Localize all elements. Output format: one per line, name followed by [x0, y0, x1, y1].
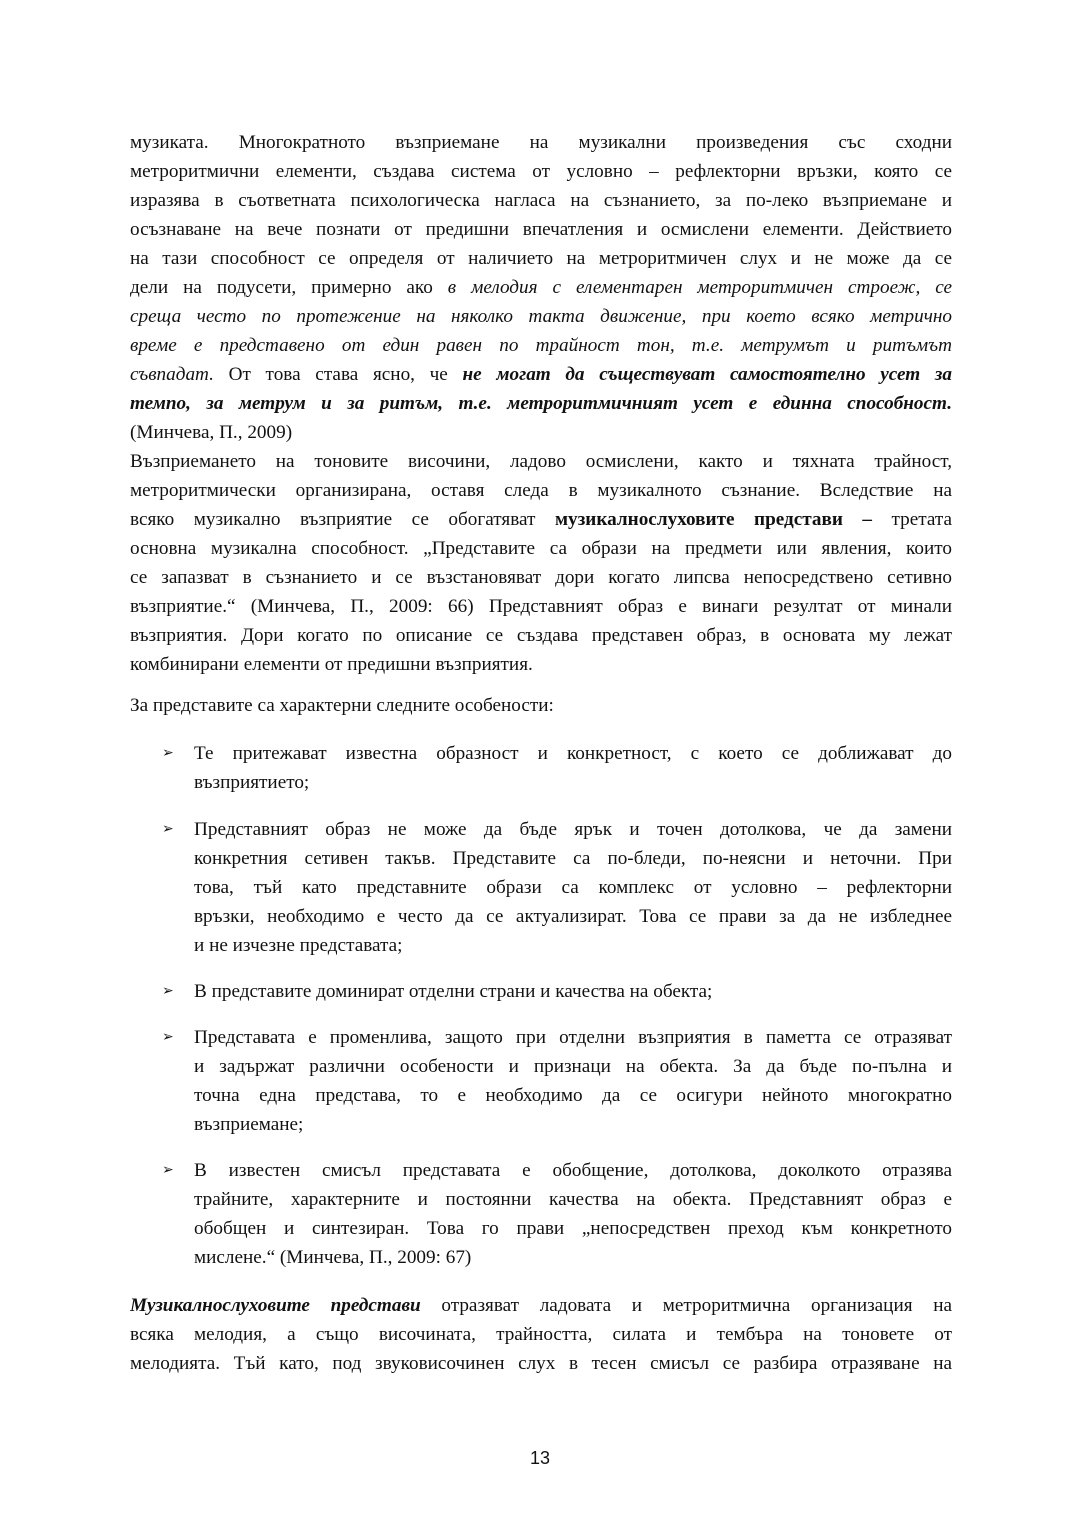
- text-line: метроритмични елементи, създава система от условно – рефлекторни връзки, която се: [130, 161, 952, 182]
- text-line: комбинирани елементи от предишни възприятия.: [130, 654, 533, 675]
- bold-term: музикалнослуховите представи –: [554, 509, 872, 530]
- text-line: и не изчезне представата;: [194, 935, 403, 956]
- text-line: Те притежават известна образност и конкретност, с което се доближават до: [194, 743, 952, 764]
- text-line: връзки, необходимо е често да се актуализират. Това се прави за да не избледнее: [194, 906, 952, 927]
- text-line: всяка мелодия, а също височината, трайността, силата и тембъра на тоновете от: [130, 1324, 952, 1345]
- text-line: Представата е променлива, защото при отделни възприятия в паметта се отразяват: [194, 1027, 952, 1048]
- text-line: [130, 273, 952, 302]
- paragraph-representations: [130, 447, 952, 679]
- text-run: дели на подусети, примерно ако: [130, 277, 448, 298]
- text-line: обобщен и синтезиран. Това го прави „непосредствен преход към конкретното: [194, 1218, 952, 1239]
- text-line: метроритмически организирана, оставя следа в музикалното съзнание. Вследствие на: [130, 480, 952, 501]
- italic-quote: време е представено от един равен по трайност тон, т.е. метрумът и ритъмът: [130, 335, 952, 356]
- italic-quote: съвпадат.: [130, 364, 214, 385]
- text-line: [130, 505, 952, 534]
- text-line: За представите са характерни следните особености:: [130, 695, 554, 716]
- text-line: В известен смисъл представата е обобщение, дотолкова, доколкото отразява: [194, 1160, 952, 1181]
- bullet-arrow-icon: ➢: [162, 983, 174, 999]
- text-run: третата: [872, 509, 952, 530]
- text-run: От това става ясно, че: [213, 364, 463, 385]
- bullet-arrow-icon: ➢: [162, 1162, 174, 1178]
- bullet-arrow-icon: ➢: [162, 1029, 174, 1045]
- text-line: точна една представа, то е необходимо да се осигури нейното многократно: [194, 1085, 952, 1106]
- list-item: [194, 977, 952, 1006]
- text-line: конкретния сетивен такъв. Представите са по-бледи, по-неясни и неточни. При: [194, 848, 952, 869]
- list-item: [194, 1023, 952, 1139]
- text-line: възприятие.“ (Минчева, П., 2009: 66) Представният образ е винаги резултат от минали: [130, 596, 952, 617]
- text-line: се запазват в съзнанието и се възстановяват дори когато липсва непосредствено сетивно: [130, 567, 952, 588]
- text-line: [130, 360, 952, 389]
- paragraph-auditory-representations: [130, 1291, 952, 1378]
- text-line: трайните, характерните и постоянни качества на обекта. Представният образ е: [194, 1189, 952, 1210]
- text-line: това, тъй като представните образи са комплекс от условно – рефлекторни: [194, 877, 952, 898]
- italic-quote: в мелодия с елементарен метроритмичен строеж, се: [447, 277, 952, 298]
- text-line: възприемане;: [194, 1114, 304, 1135]
- text-line: мислене.“ (Минчева, П., 2009: 67): [194, 1247, 472, 1268]
- bold-italic-emphasis: темпо, за метрум и за ритъм, т.е. метроритмичният усет е единна способност.: [130, 393, 952, 414]
- text-line: музиката. Многократното възприемане на музикални произведения със сходни: [130, 132, 952, 153]
- list-item: [194, 815, 952, 960]
- text-line: [130, 389, 952, 418]
- text-line: и задържат различни особености и признаци на обекта. За да бъде по-пълна и: [194, 1056, 952, 1077]
- text-line: Представният образ не може да бъде ярък и точен дотолкова, че да замени: [194, 819, 952, 840]
- text-line: възприятия. Дори когато по описание се създава представен образ, в основата му лежат: [130, 625, 952, 646]
- text-line: на тази способност се определя от наличието на метроритмичен слух и не може да се: [130, 248, 952, 269]
- citation: (Минчева, П., 2009): [130, 422, 293, 443]
- bullet-arrow-icon: ➢: [162, 821, 174, 837]
- bold-italic-emphasis: не могат да съществуват самостоятелно усет за: [462, 364, 952, 385]
- text-line: [130, 331, 952, 360]
- list-item: [194, 739, 952, 797]
- bold-italic-term: Музикалнослуховите представи: [130, 1295, 421, 1316]
- text-line: Възприемането на тоновите височини, ладово осмислени, както и тяхната трайност,: [130, 451, 952, 472]
- text-line: възприятието;: [194, 772, 310, 793]
- text-line: [130, 1291, 952, 1320]
- text-line: [130, 302, 952, 331]
- text-run: всяко музикално възприятие се обогатяват: [130, 509, 555, 530]
- list-intro: [130, 691, 952, 720]
- list-item: [194, 1156, 952, 1272]
- text-line: основна музикална способност. „Представите са образи на предмети или явления, които: [130, 538, 952, 559]
- page-number: 13: [529, 1448, 551, 1468]
- text-run: отразяват ладовата и метроритмична организация на: [420, 1295, 952, 1316]
- text-line: мелодията. Тъй като, под звуковисочинен слух в тесен смисъл се разбира отразяване на: [130, 1353, 952, 1374]
- italic-quote: среща често по протежение на няколко такта движение, при което всяко метрично: [130, 306, 952, 327]
- text-line: осъзнаване на вече познати от предишни впечатления и осмислени елементи. Действието: [130, 219, 952, 240]
- bullet-arrow-icon: ➢: [162, 745, 174, 761]
- text-line: В представите доминират отделни страни и качества на обекта;: [194, 981, 713, 1002]
- text-line: изразява в съответната психологическа нагласа на съзнанието, за по-леко възприемане и: [130, 190, 952, 211]
- paragraph-metrorhythm: [130, 128, 952, 447]
